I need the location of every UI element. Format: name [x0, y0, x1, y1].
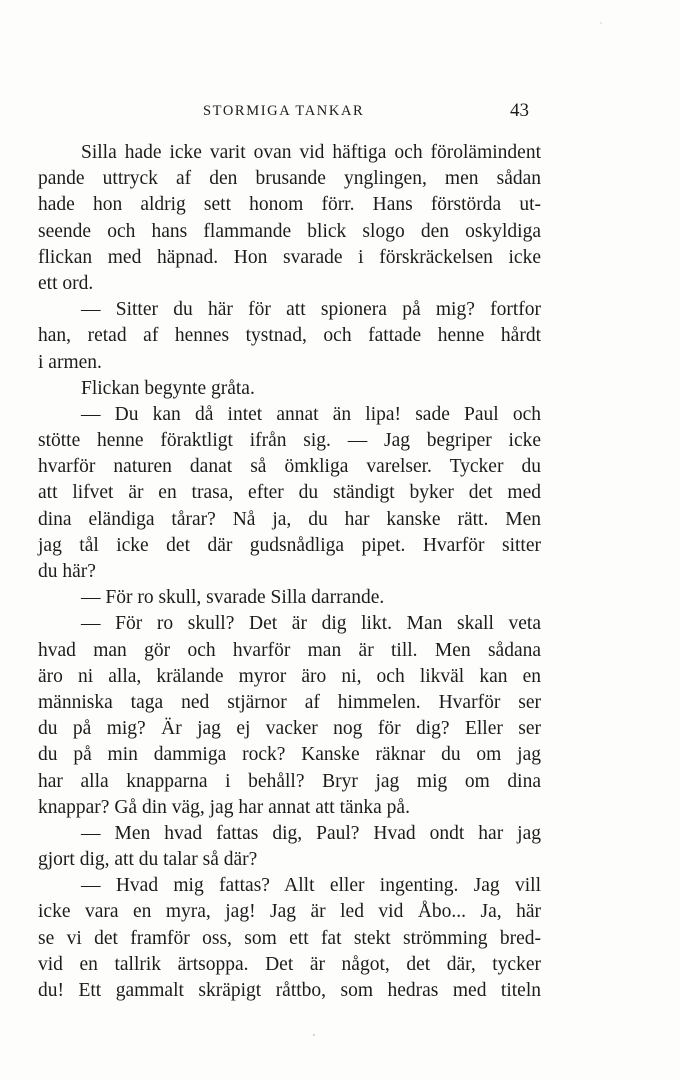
text-line: Silla hade icke varit ovan vid häftiga och förolämindent [81, 142, 541, 163]
text-line: hvad man gör och hvarför man är till. Men sådana [38, 639, 541, 661]
text-line: har alla knapparna i behåll? Bryr jag mig om dina [38, 770, 541, 792]
text-line: seende och hans flammande blick slogo den oskyldiga [38, 220, 541, 242]
text-line: — Du kan då intet annat än lipa! sade Paul och [81, 403, 541, 425]
text-line: i armen. [38, 351, 102, 373]
text-line: du här? [38, 561, 96, 582]
text-line: — Men hvad fattas dig, Paul? Hvad ondt har jag [81, 822, 541, 844]
running-header [0, 100, 680, 127]
text-line: vid en tallrik ärtsoppa. Det är något, det där, tycker [38, 953, 541, 975]
text-line: att lifvet är en trasa, efter du ständigt byker det med [38, 482, 541, 504]
text-line: icke vara en myra, jag! Jag är led vid Åbo... Ja, här [38, 901, 541, 923]
text-line: dina eländiga tårar? Nå ja, du har kanske rätt. Men [38, 508, 541, 530]
text-line: han, retad af hennes tystnad, och fattade henne hårdt [38, 325, 541, 347]
text-line: — För ro skull? Det är dig likt. Man skall veta [81, 613, 541, 635]
text-line: äro ni alla, krälande myror äro ni, och likväl kan en [38, 665, 541, 687]
text-line: hvarför naturen danat så ömkliga varelser. Tycker du [38, 456, 541, 478]
text-line: — Hvad mig fattas? Allt eller ingenting. Jag vill [81, 875, 541, 897]
text-line: — Sitter du här för att spionera på mig? fortfor [81, 299, 541, 321]
text-line: Flickan begynte gråta. [81, 377, 255, 399]
running-title: STORMIGA TANKAR [203, 103, 365, 119]
text-line: jag tål icke det där gudsnådliga pipet. Hvarför sitter [38, 534, 541, 556]
text-line: gjort dig, att du talar så där? [38, 849, 258, 871]
text-line: människa taga ned stjärnor af himmelen. Hvarför ser [38, 691, 541, 713]
text-line: du på min dammiga rock? Kanske räknar du om jag [38, 744, 541, 766]
text-line: se vi det framför oss, som ett fat stekt strömming bred- [38, 927, 541, 949]
text-line: hade hon aldrig sett honom förr. Hans förstörda ut- [38, 194, 541, 216]
text-line: du! Ett gammalt skräpigt råttbo, som hedras med titeln [38, 980, 541, 1001]
scan-speck [313, 1034, 315, 1036]
scan-speck [600, 22, 602, 24]
text-line: — För ro skull, svarade Silla darrande. [81, 587, 385, 609]
text-line: stötte henne föraktligt ifrån sig. — Jag begriper icke [38, 430, 541, 452]
page-number: 43 [510, 100, 529, 121]
text-line: pande uttryck af den brusande ynglingen, men sådan [38, 168, 541, 190]
text-line: knappar? Gå din väg, jag har annat att tänka på. [38, 796, 410, 818]
text-line: flickan med häpnad. Hon svarade i förskräckelsen icke [38, 246, 541, 268]
text-line: du på mig? Är jag ej vacker nog för dig? Eller ser [38, 718, 541, 740]
body-text [38, 140, 541, 1004]
text-line: ett ord. [38, 272, 94, 294]
